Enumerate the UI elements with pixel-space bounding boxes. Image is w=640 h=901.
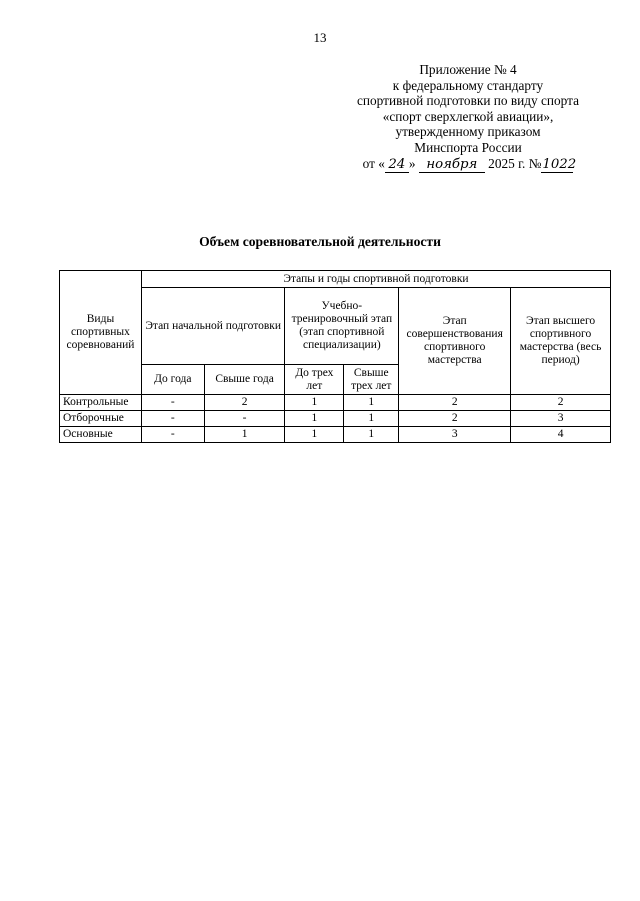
table-cell: 3 — [511, 411, 611, 427]
page-number: 13 — [313, 30, 327, 45]
row-label: Основные — [60, 427, 142, 443]
table-cell: 1 — [344, 411, 399, 427]
table-cell: - — [204, 411, 285, 427]
table-cell: 1 — [285, 427, 344, 443]
handwritten-order-number: 1022 — [542, 156, 577, 172]
document-title: Объем соревновательной деятельности — [199, 234, 441, 249]
table-row — [60, 411, 611, 427]
table-cell: 2 — [204, 395, 285, 411]
subheader-over-three-years: Свыше трех лет — [344, 365, 399, 395]
subheader-over-year: Свыше года — [204, 365, 285, 395]
table-row — [60, 427, 611, 443]
table-cell: 2 — [399, 395, 511, 411]
header-initial-stage: Этап начальной подготовки — [141, 288, 285, 365]
table-cell: 1 — [285, 395, 344, 411]
table-cell: 3 — [399, 427, 511, 443]
table-cell: 4 — [511, 427, 611, 443]
subheader-up-to-three-years: До трех лет — [285, 365, 344, 395]
approval-line: Приложение № 4 — [419, 62, 517, 77]
table-cell: 2 — [511, 395, 611, 411]
approval-line: утвержденному приказом — [395, 124, 541, 140]
table-cell: 1 — [285, 411, 344, 427]
approval-line: к федеральному стандарту — [392, 77, 544, 93]
table-cell: 2 — [399, 411, 511, 427]
handwritten-month: ноября — [419, 158, 485, 173]
table-cell: 1 — [344, 395, 399, 411]
header-stages: Этапы и годы спортивной подготовки — [141, 271, 610, 288]
header-higher-stage: Этап высшего спортивного мастерства (весь период) — [511, 288, 611, 395]
approval-line: спортивной подготовки по виду спорта — [357, 93, 579, 109]
table-row — [60, 395, 611, 411]
approval-line: Минспорта России — [414, 139, 522, 155]
order-date-line — [330, 156, 606, 173]
date-prefix: от « — [362, 155, 385, 171]
header-competition-types: Виды спортивных соревнований — [60, 271, 142, 395]
row-label: Контрольные — [60, 395, 142, 411]
row-label: Отборочные — [60, 411, 142, 427]
table-cell: - — [141, 411, 204, 427]
header-training-stage: Учебно-тренировочный этап (этап спортивной специализации) — [285, 288, 399, 365]
approval-block — [330, 62, 606, 173]
subheader-up-to-year: До года — [141, 365, 204, 395]
year-and-number-label: 2025 г. № — [488, 155, 542, 171]
approval-line: «спорт сверхлегкой авиации», — [382, 108, 554, 124]
handwritten-day: 24 — [385, 158, 409, 173]
date-mid: » — [408, 155, 416, 171]
table-cell: - — [141, 427, 204, 443]
competition-volume-table — [59, 270, 611, 443]
table-cell: 1 — [344, 427, 399, 443]
header-improvement-stage: Этап совершенствования спортивного мастерства — [399, 288, 511, 395]
table-cell: 1 — [204, 427, 285, 443]
table-cell: - — [141, 395, 204, 411]
